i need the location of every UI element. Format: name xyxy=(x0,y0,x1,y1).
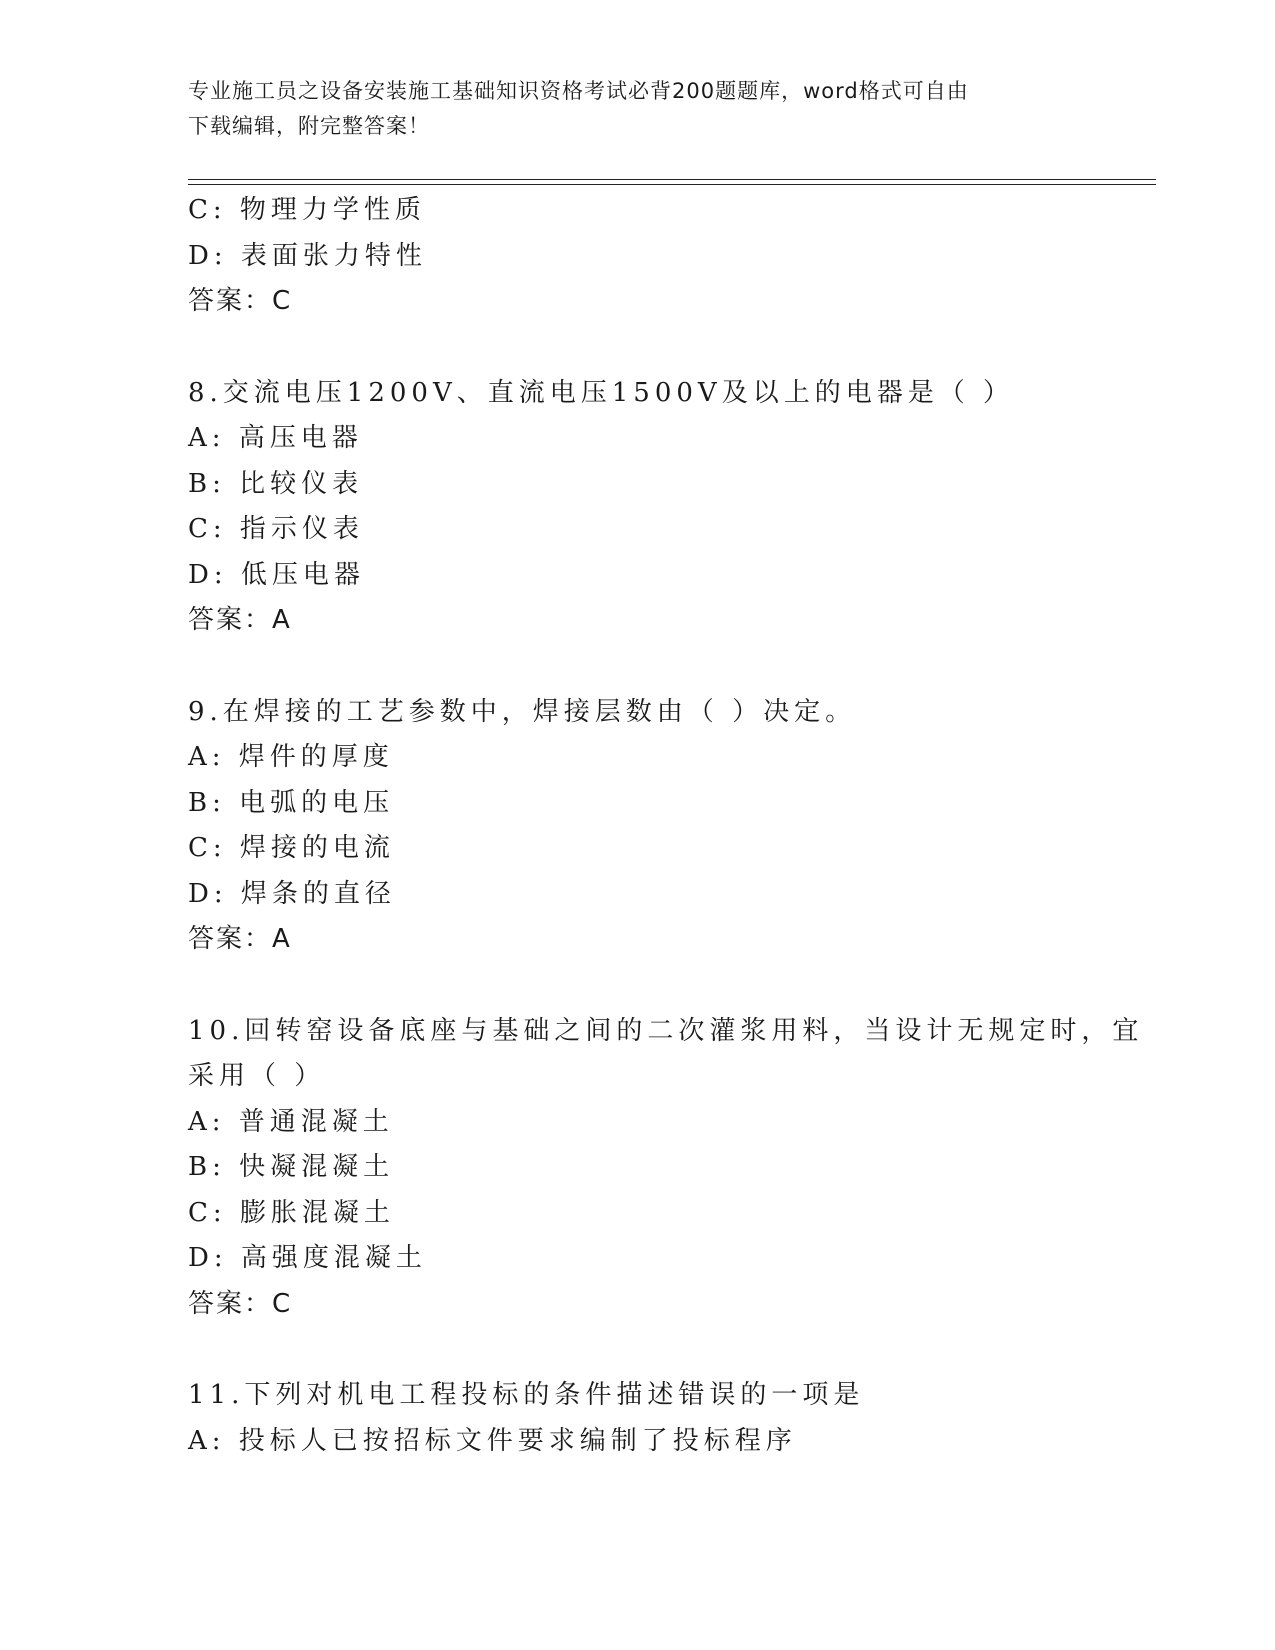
header-line-2: 下载编辑，附完整答案！ xyxy=(188,114,430,138)
question-title: 11.下列对机电工程投标的条件描述错误的一项是 xyxy=(188,1380,865,1410)
option-c: C: 物理力学性质 xyxy=(188,195,426,225)
question-11 xyxy=(188,1373,1108,1464)
option-c: C: 焊接的电流 xyxy=(188,833,395,863)
question-content xyxy=(188,188,1144,1464)
answer-line: 答案：A xyxy=(188,605,292,635)
option-d: D: 焊条的直径 xyxy=(188,878,396,909)
option-a: A: 高压电器 xyxy=(188,423,363,453)
option-d: D: 低压电器 xyxy=(188,559,365,590)
spacer xyxy=(188,325,1108,371)
answer-line: 答案：C xyxy=(188,1288,293,1319)
header-divider-top xyxy=(188,179,1156,180)
option-b: B: 比较仪表 xyxy=(188,468,364,499)
option-d: D: 高强度混凝土 xyxy=(188,1243,427,1273)
option-c: C: 膨胀混凝土 xyxy=(188,1197,395,1228)
spacer xyxy=(188,1327,1108,1373)
question-title: 8.交流电压1200V、直流电压1500V及以上的电器是（ ） xyxy=(188,377,1014,408)
spacer xyxy=(188,644,1108,690)
prev-question-block xyxy=(188,188,1108,325)
option-a: A: 普通混凝土 xyxy=(188,1106,394,1137)
option-b: B: 电弧的电压 xyxy=(188,787,395,818)
question-9 xyxy=(188,690,1108,963)
option-d: D: 表面张力特性 xyxy=(188,240,427,271)
question-title-line-2: 采用（ ） xyxy=(188,1061,326,1091)
option-b: B: 快凝混凝土 xyxy=(188,1152,395,1182)
answer-line: 答案：C xyxy=(188,286,293,316)
question-title-line-1: 10.回转窑设备底座与基础之间的二次灌浆用料，当设计无规定时，宜 xyxy=(188,1015,1144,1046)
option-c: C: 指示仪表 xyxy=(188,514,364,544)
question-title: 9.在焊接的工艺参数中，焊接层数由（ ）决定。 xyxy=(188,696,857,727)
header-line-1: 专业施工员之设备安装施工基础知识资格考试必背200题题库，word格式可自由 xyxy=(188,79,969,103)
option-a: A: 投标人已按招标文件要求编制了投标程序 xyxy=(188,1425,797,1456)
answer-line: 答案：A xyxy=(188,924,292,954)
document-header xyxy=(188,74,1088,144)
option-a: A: 焊件的厚度 xyxy=(188,742,394,772)
header-divider-bottom xyxy=(188,184,1156,185)
question-8 xyxy=(188,371,1108,644)
question-10 xyxy=(188,1009,1144,1328)
spacer xyxy=(188,963,1108,1009)
